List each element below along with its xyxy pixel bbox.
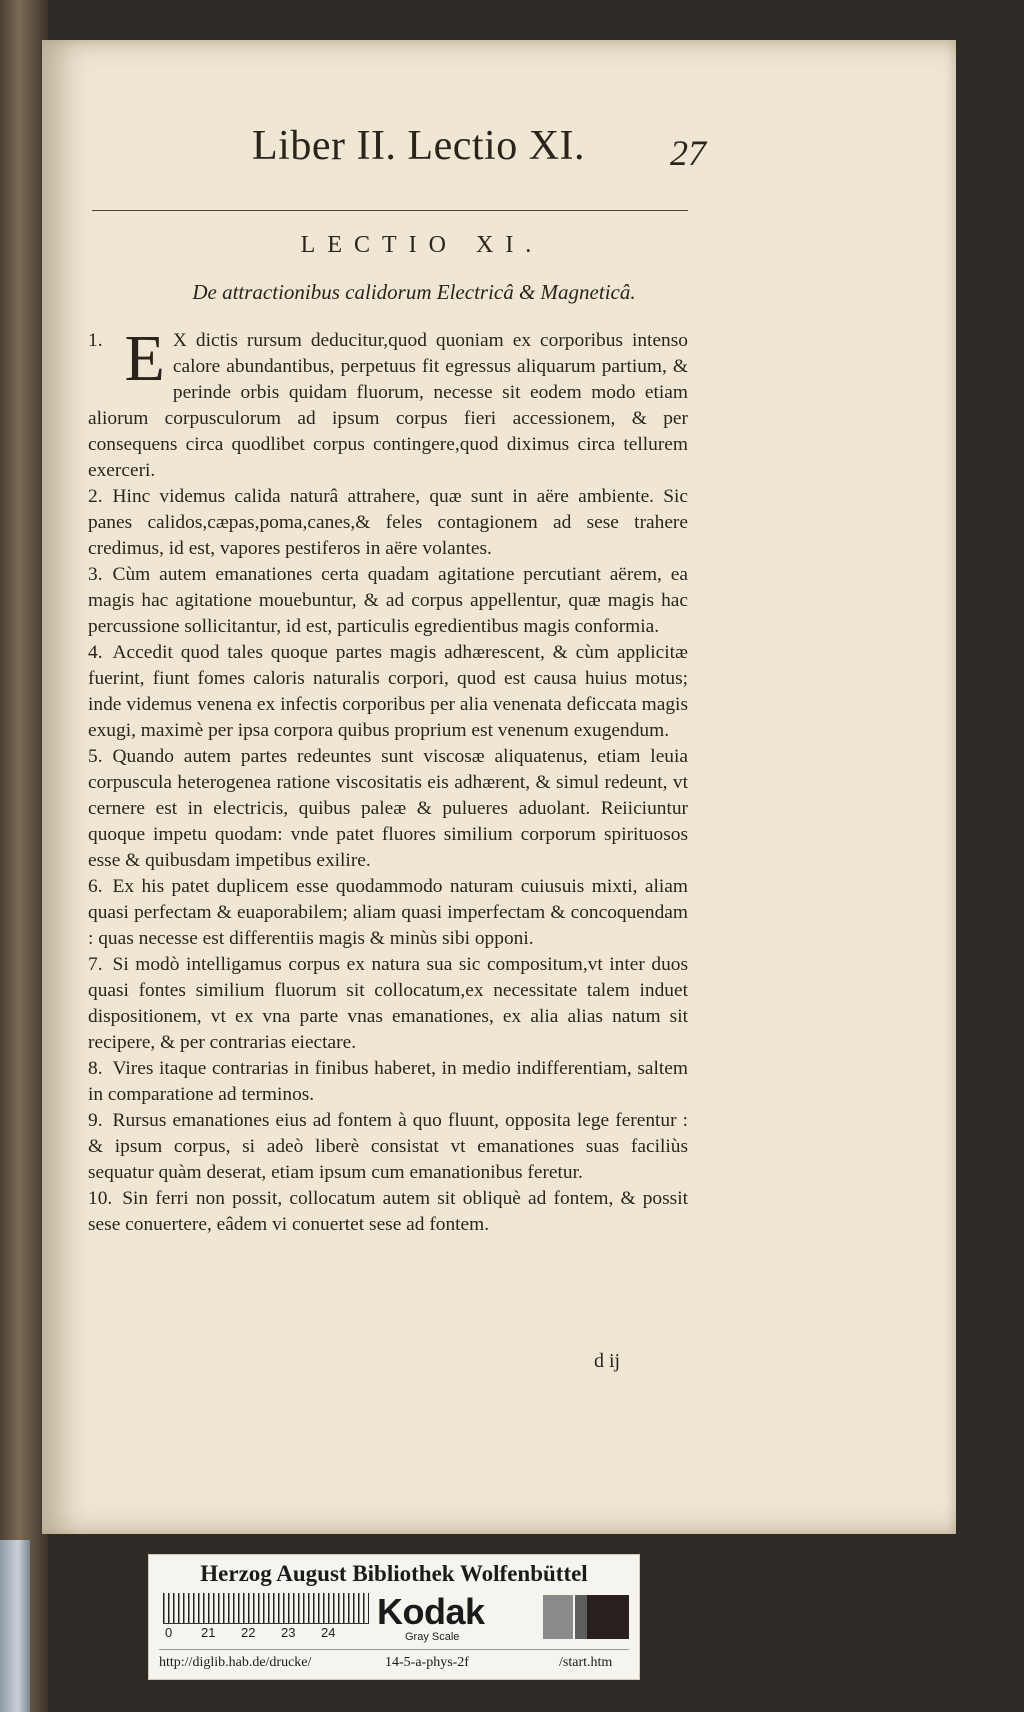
paragraph-number: 5. — [88, 746, 103, 767]
paragraph-number: 3. — [88, 564, 103, 585]
paragraph-number: 4. — [88, 642, 103, 663]
paragraph-text: Rursus emanationes eius ad fontem à quo fluunt, opposita lege ferentur : & ipsum corpus, si adeò liberè consistat vt emanationes suas faciliùs sequatur quàm deserat, etiam ipsum cum emanationibus feretur. — [88, 1110, 688, 1183]
calibration-card — [148, 1554, 640, 1680]
paragraph-text: Cùm autem emanationes certa quadam agitatione percutiant aërem, ea magis hac agitatione mouebuntur, & ad corpus appellentur, quæ magis hac percussione sollicitantur, id est, particulis egredientibus magis conformia. — [88, 564, 688, 637]
page-number: 27 — [670, 133, 706, 173]
gray-swatch-dark — [587, 1595, 629, 1639]
paragraph-5 — [88, 744, 688, 874]
header-rule — [92, 210, 688, 211]
paragraph-text: Ex his patet duplicem esse quodammodo naturam cuiusuis mixti, aliam quasi perfectam & euaporabilem; aliam quasi imperfectam & concoquendam : quas necesse est differentiis magis & minùs sibi opponi. — [88, 876, 688, 949]
url-part: 14-5-a-phys-2f — [385, 1655, 469, 1670]
drop-cap: E — [124, 322, 165, 395]
ruler-label: 23 — [281, 1625, 296, 1640]
paragraph-number: 10. — [88, 1188, 113, 1209]
paragraph-4 — [88, 640, 688, 744]
paragraph-10 — [88, 1186, 688, 1238]
section-subtitle: De attractionibus calidorum Electricâ & Magneticâ. — [192, 280, 636, 304]
paragraph-number: 7. — [88, 954, 103, 975]
scale-ruler — [163, 1593, 369, 1624]
paragraph-number: 2. — [88, 486, 103, 507]
paragraph-9 — [88, 1108, 688, 1186]
paragraph-number: 1. — [88, 330, 103, 351]
gray-swatch-light — [543, 1595, 573, 1639]
paragraph-1 — [88, 322, 688, 484]
url-part: /start.htm — [559, 1655, 613, 1670]
url-part: http://diglib.hab.de/drucke/ — [159, 1655, 312, 1670]
paragraph-text: Hinc videmus calida naturâ attrahere, quæ sunt in aëre ambiente. Sic panes calidos,cæpas,poma,canes,& feles contagionem ad sese trahere credimus, id est, vapores pestiferos in aëre volantes. — [88, 486, 688, 559]
library-name: Herzog August Bibliothek Wolfenbüttel — [200, 1561, 588, 1586]
paragraph-8 — [88, 1056, 688, 1108]
running-head: Liber II. Lectio XI. — [252, 123, 586, 169]
paragraph-text: Accedit quod tales quoque partes magis adhærescent, & cùm applicitæ fuerint, fiunt fomes caloris naturalis corpori, quod est causa huius motus; inde videmus venena ex infectis corporibus per alia venenata deficcata magis exugi, maximè per ipsa corpora quibus proprium est venenum exugendum. — [88, 642, 688, 741]
section-title: LECTIO XI. — [300, 232, 544, 258]
paragraph-text: X dictis rursum deducitur,quod quoniam ex corporibus intenso calore abundantibus, perpetuus fit egressus aliquarum partium, & perinde orbis quidam fluorum, necesse sit eodem modo etiam aliorum corpusculorum ad ipsum corpus fieri accessionem, & per consequens circa quodlibet corpus contingere,quod diximus circa tellurem exerceri. — [88, 330, 688, 481]
body-text — [88, 322, 688, 1238]
paragraph-7 — [88, 952, 688, 1056]
binding-edge — [0, 1540, 30, 1712]
signature-mark: d ij — [594, 1350, 621, 1372]
ruler-label: 0 — [165, 1625, 173, 1640]
ruler-label: 21 — [201, 1625, 216, 1640]
paragraph-number: 9. — [88, 1110, 103, 1131]
book-binding — [0, 0, 48, 1712]
paragraph-number: 8. — [88, 1058, 103, 1079]
paragraph-3 — [88, 562, 688, 640]
book-page — [42, 40, 956, 1534]
ruler-label: 24 — [321, 1625, 336, 1640]
paragraph-2 — [88, 484, 688, 562]
paragraph-text: Vires itaque contrarias in finibus haberet, in medio indifferentiam, saltem in comparatione ad terminos. — [88, 1058, 688, 1105]
paragraph-number: 6. — [88, 876, 103, 897]
kodak-logo: Kodak — [377, 1591, 485, 1632]
ruler-label: 22 — [241, 1625, 256, 1640]
paragraph-text: Quando autem partes redeuntes sunt viscosæ aliquatenus, etiam leuia corpuscula heterogenea ratione viscositatis eis adhærent, & simul redeunt, vt cernere est in electricis, quibus paleæ & pulueres aduolant. Reiiciuntur quoque impetu quodam: vnde patet fluores similium corporum spirituosos esse & quibusdam impetibus exilire. — [88, 746, 688, 871]
card-divider — [159, 1649, 629, 1650]
paragraph-text: Sin ferri non possit, collocatum autem sit obliquè ad fontem, & possit sese conuertere, eâdem vi conuertet sese ad fontem. — [88, 1188, 688, 1235]
paragraph-text: Si modò intelligamus corpus ex natura sua sic compositum,vt inter duos quasi fontes similium fluorum sit collocatum,ex necessitate talem induet dispositionem, vt ex vna parte vnas emanationes, ex alia alias natum sit recipere, & per contrarias eiectare. — [88, 954, 688, 1053]
paragraph-6 — [88, 874, 688, 952]
gray-scale-label: Gray Scale — [405, 1631, 460, 1643]
